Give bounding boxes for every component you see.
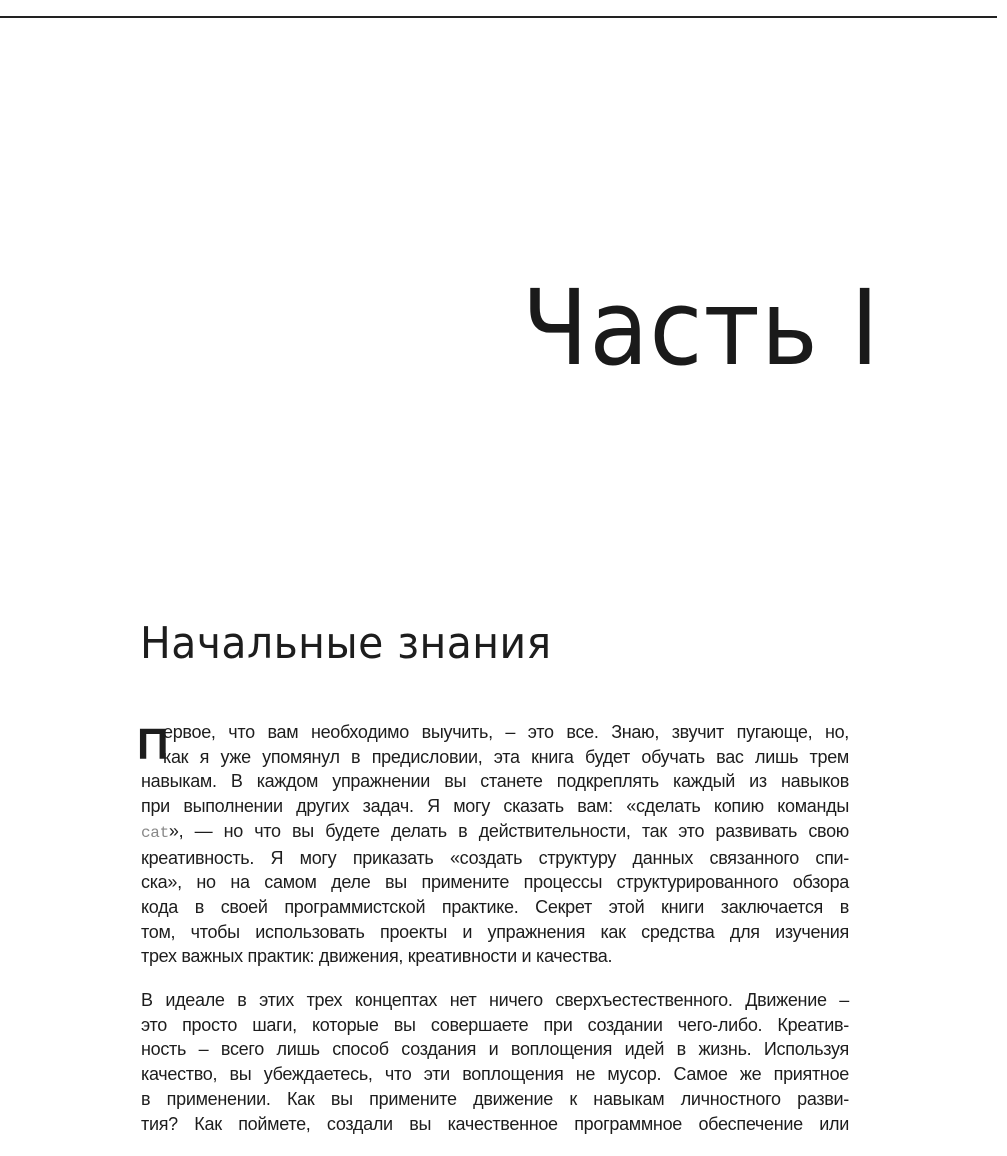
text-line: кода в своей программистской практике. Секрет этой книги заключается в bbox=[141, 896, 849, 917]
text-line: трех важных практик: движения, креативности и качества. bbox=[141, 946, 613, 967]
text-line: ервое, что вам необходимо выучить, – это все. Знаю, звучит пугающе, но, bbox=[163, 722, 849, 742]
text-line: навыкам. В каждом упражнении вы станете подкреплять каждый из навыков bbox=[141, 771, 849, 792]
text-line: в применении. Как вы примените движение к навыкам личностного разви- bbox=[141, 1088, 849, 1109]
text-line: при выполнении других задач. Я могу сказать вам: «сделать копию команды bbox=[141, 796, 849, 817]
paragraph-2 bbox=[141, 988, 849, 1136]
text-line: тия? Как поймете, создали вы качественное программное обеспечение или bbox=[141, 1113, 849, 1134]
text-line: качество, вы убеждаетесь, что эти воплощения не мусор. Самое же приятное bbox=[141, 1064, 849, 1085]
top-rule bbox=[0, 16, 997, 18]
text-line: ска», но на самом деле вы примените процессы структурированного обзора bbox=[141, 872, 849, 893]
text-line: ность – всего лишь способ создания и воплощения идей в жизнь. Используя bbox=[141, 1039, 849, 1060]
text-line bbox=[141, 819, 849, 846]
chapter-title: Начальные знания bbox=[140, 618, 552, 669]
inline-code: cat bbox=[141, 823, 169, 842]
text-line: В идеале в этих трех концептах нет ничего сверхъестественного. Движение – bbox=[141, 990, 849, 1010]
text-line: креативность. Я могу приказать «создать структуру данных связанного спи- bbox=[141, 847, 849, 868]
text-line: том, чтобы использовать проекты и упражнения как средства для изучения bbox=[141, 921, 849, 942]
text-segment: », — но что вы будете делать в действительности, так это развивать свою bbox=[168, 820, 849, 841]
drop-cap: П bbox=[137, 720, 169, 769]
part-title: Часть I bbox=[522, 267, 880, 389]
text-line: как я уже упомянул в предисловии, эта книга будет обучать вас лишь трем bbox=[163, 746, 849, 767]
text-line: это просто шаги, которые вы совершаете при создании чего-либо. Креатив- bbox=[141, 1014, 849, 1035]
paragraph-1 bbox=[137, 720, 849, 969]
